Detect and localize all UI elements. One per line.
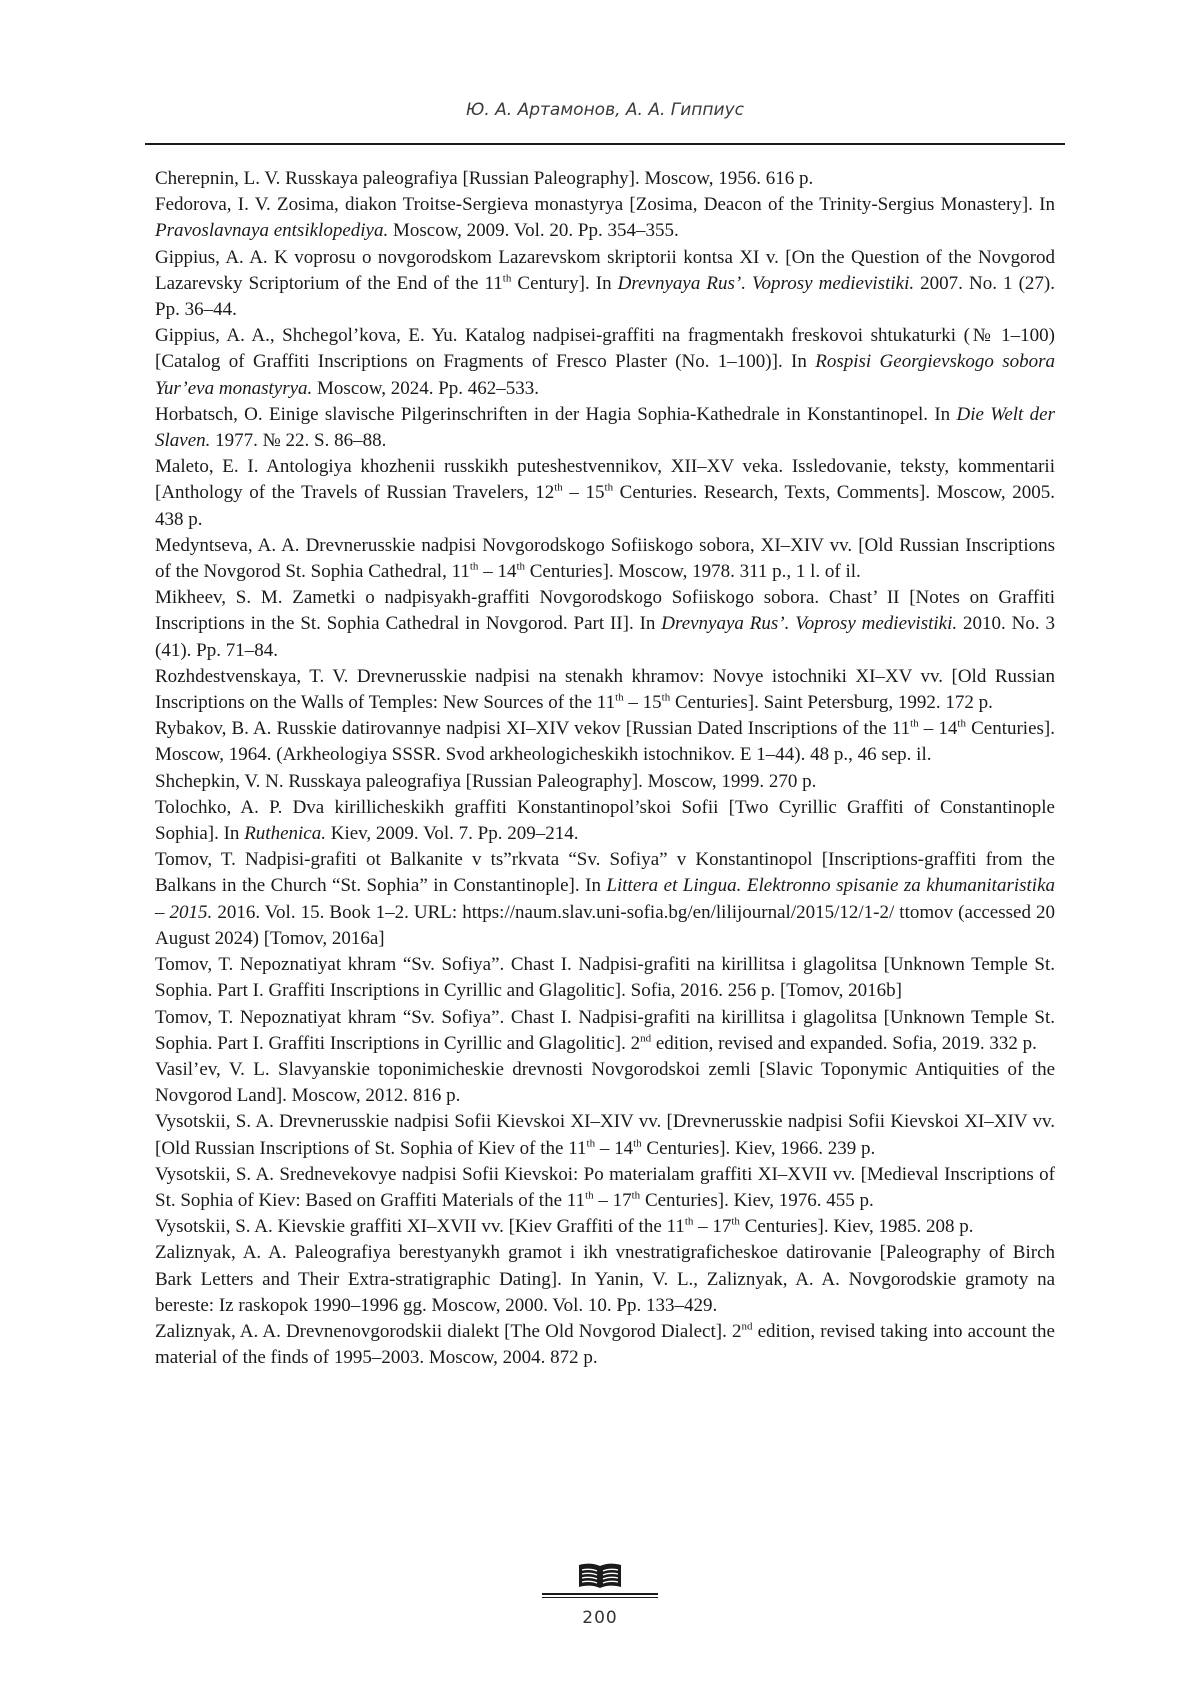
page-number: 200 — [0, 1608, 1200, 1628]
reference-entry — [155, 1057, 1055, 1109]
publication-title: Die Welt der Slaven. — [155, 404, 1055, 451]
reference-text: – 15 — [624, 692, 662, 713]
reference-text: Vysotskii, S. A. Srednevekovye nadpisi Sofii Kievskoi: Po materialam graffiti XI–XVII vv. [Medieval Inscriptions of St. Sophia of Kiev: Based on Graffiti Materials of the 11 — [155, 1164, 1055, 1211]
reference-text: Century]. In — [511, 273, 617, 294]
reference-entry — [155, 847, 1055, 952]
reference-entry — [155, 402, 1055, 454]
reference-entry — [155, 795, 1055, 847]
ordinal-suffix: th — [470, 561, 479, 573]
reference-text: Kiev, 2009. Vol. 7. Pp. 209–214. — [326, 823, 578, 844]
reference-text: Vasil’ev, V. L. Slavyanskie toponimicheskie drevnosti Novgorodskoi zemli [Slavic Toponymic Antiquities of the Novgorod Land]. Moscow, 2012. 816 p. — [155, 1059, 1055, 1106]
reference-entry — [155, 245, 1055, 324]
running-header: Ю. А. Артамонов, А. А. Гиппиус — [145, 100, 1065, 120]
ordinal-suffix: th — [685, 1216, 694, 1228]
reference-entry — [155, 323, 1055, 402]
reference-text: Tomov, T. Nadpisi-grafiti ot Balkanite v ts”rkvata “Sv. Sofiya” v Konstantinopol [Inscriptions-graffiti from the Balkans in the Church “St. Sophia” in Constantinople]. In — [155, 849, 1055, 896]
reference-entry — [155, 1240, 1055, 1319]
reference-text: 2007. No. 1 (27). Pp. 36–44. — [155, 273, 1055, 320]
ordinal-suffix: nd — [640, 1032, 651, 1044]
reference-text: 2016. Vol. 15. Book 1–2. URL: https://naum.slav.uni-sofia.bg/en/lilijournal/2015/12/1-2/ ttomov (accessed 20 August 2024) [Tomov, 2016a] — [155, 902, 1055, 949]
reference-text: 1977. № 22. S. 86–88. — [210, 430, 386, 451]
reference-text: Shchepkin, V. N. Russkaya paleografiya [Russian Paleography]. Moscow, 1999. 270 p. — [155, 771, 816, 792]
ordinal-suffix: th — [731, 1216, 740, 1228]
reference-entry — [155, 166, 1055, 192]
reference-text: Medyntseva, A. A. Drevnerusskie nadpisi Novgorodskogo Sofiiskogo sobora, XI–XIV vv. [Old Russian Inscrip­tions of the Novgorod St. Sophia Cathedral, 11 — [155, 535, 1055, 582]
publication-title: Littera et Lingua. Elektronno spisanie za khumani­taristika – 2015. — [155, 875, 1055, 922]
reference-text: Tolochko, A. P. Dva kirillicheskikh graffiti Konstantinopol’skoi Sofii [Two Cyrillic Graffiti of Constantinople Sophia]. In — [155, 797, 1055, 844]
ordinal-suffix: th — [605, 482, 614, 494]
reference-text: – 14 — [595, 1138, 633, 1159]
reference-entry — [155, 1109, 1055, 1161]
open-book-icon — [576, 1560, 624, 1590]
reference-entry — [155, 952, 1055, 1004]
reference-text: – 14 — [478, 561, 516, 582]
reference-text: – 15 — [563, 482, 605, 503]
reference-entry — [155, 585, 1055, 664]
reference-text: – 17 — [693, 1216, 731, 1237]
reference-text: Rozhdestvenskaya, T. V. Drevnerusskie nadpisi na stenakh khramov: Novye istochniki XI–XV vv. [Old Russian Inscriptions on the Walls of Temples: New Sources of the 11 — [155, 666, 1055, 713]
reference-text: Moscow, 2024. Pp. 462–533. — [312, 378, 539, 399]
reference-text: Zaliznyak, A. A. Drevnenovgorodskii dialekt [The Old Novgorod Dialect]. 2 — [155, 1321, 741, 1342]
reference-text: Fedorova, I. V. Zosima, diakon Troitse-Sergieva monastyrya [Zosima, Deacon of the Trinity-Sergius Monas­tery]. In — [155, 194, 1055, 215]
publication-title: Drevnyaya Rus’. Voprosy medievistiki. — [618, 273, 914, 294]
reference-text: Tomov, T. Nepoznatiyat khram “Sv. Sofiya”. Chast I. Nadpisi-grafiti na kirillitsa i glagolitsa [Unknown Temple St. Sophia. Part I. Graffiti Inscriptions in Cyrillic and Glagolitic]. 2 — [155, 1007, 1055, 1054]
reference-text: Centuries. Research, Texts, Comments]. Moscow, 2005. 438 p. — [155, 482, 1055, 529]
reference-text: Horbatsch, O. Einige slavische Pilgerinschriften in der Hagia Sophia-Kathedrale in Konstantinopel. In — [155, 404, 956, 425]
reference-text: Gippius, A. A., Shchegol’kova, E. Yu. Katalog nadpisei-graffiti na fragmentakh freskovoi shtukaturki (№ 1–100) [Catalog of Graffiti Inscriptions on Fragments of Fresco Plaster (No. 1–100)]. In — [155, 325, 1055, 372]
ordinal-suffix: nd — [741, 1321, 752, 1333]
reference-entry — [155, 664, 1055, 716]
reference-text: Gippius, A. A. K voprosu o novgorodskom Lazarevskom skriptorii kontsa XI v. [On the Question of the Novgorod Lazarevsky Scriptorium of the End of the 11 — [155, 247, 1055, 294]
ordinal-suffix: th — [587, 1137, 596, 1149]
ordinal-suffix: th — [503, 272, 512, 284]
ordinal-suffix: th — [554, 482, 563, 494]
reference-entry — [155, 716, 1055, 768]
publication-title: Ruthenica. — [244, 823, 326, 844]
reference-entry — [155, 1214, 1055, 1240]
reference-entry — [155, 192, 1055, 244]
reference-text: Maleto, E. I. Antologiya khozhenii russkikh puteshestvennikov, XII–XV veka. Issledovanie, teksty, kommentarii [Anthology of the Travels of Russian Travelers, 12 — [155, 456, 1055, 503]
publication-title: Drevnyaya Rus’. Voprosy medievistiki. — [661, 613, 957, 634]
reference-text: Tomov, T. Nepoznatiyat khram “Sv. Sofiya”. Chast I. Nadpisi-grafiti na kirillitsa i glagolitsa [Unknown Temple St. Sophia. Part I. Graffiti Inscriptions in Cyrillic and Glagolitic]. Sofia, 2016. 256 p. [Tomov, 2016b] — [155, 954, 1055, 1001]
reference-text: 2010. No. 3 (41). Pp. 71–84. — [155, 613, 1055, 660]
reference-entry — [155, 769, 1055, 795]
ordinal-suffix: th — [633, 1137, 642, 1149]
reference-list — [155, 166, 1055, 1371]
reference-entry — [155, 454, 1055, 533]
reference-text: – 17 — [594, 1190, 632, 1211]
reference-text: Cen­turies]. Moscow, 1964. (Arkheologiya SSSR. Svod arkheologicheskikh istochnikov. E 1–44). 48 p., 46 sep. il. — [155, 718, 1055, 765]
reference-text: Centuries]. Saint Petersburg, 1992. 172 p. — [670, 692, 993, 713]
footer-rule — [542, 1593, 658, 1598]
reference-entry — [155, 533, 1055, 585]
reference-text: edition, revised and expanded. Sofia, 2019. 332 p. — [651, 1033, 1037, 1054]
reference-entry — [155, 1005, 1055, 1057]
reference-text: Moscow, 2009. Vol. 20. Pp. 354–355. — [388, 220, 678, 241]
reference-text: Centuries]. Kiev, 1966. 239 p. — [642, 1138, 876, 1159]
reference-text: Zaliznyak, A. A. Paleografiya berestyanykh gramot i ikh vnestratigraficheskoe datirovanie [Paleography of Birch Bark Letters and Their Extra-stratigraphic Dating]. In Yanin, V. L., Zaliznyak, A. A. Novgorodskie gramoty na bereste: Iz raskopok 1990–1996 gg. Moscow, 2000. Vol. 10. Pp. 133–429. — [155, 1242, 1055, 1315]
reference-text: Mikheev, S. M. Zametki o nadpisyakh-graffiti Novgorodskogo Sofiiskogo sobora. Chast’ II [Notes on Graffiti Inscriptions in the St. Sophia Cathedral in Novgorod. Part II]. In — [155, 587, 1055, 634]
ordinal-suffix: th — [615, 692, 624, 704]
reference-text: edition, revised taking into account the material of the finds of 1995–2003. Moscow, 2004. 872 p. — [155, 1321, 1055, 1368]
reference-entry — [155, 1319, 1055, 1371]
reference-text: Centuries]. Moscow, 1978. 311 p., 1 l. of il. — [525, 561, 861, 582]
header-rule — [145, 143, 1065, 145]
reference-entry — [155, 1162, 1055, 1214]
page-footer — [0, 1560, 1200, 1628]
reference-text: Rybakov, B. A. Russkie datirovannye nadpisi XI–XIV vekov [Russian Dated Inscriptions of the 11 — [155, 718, 910, 739]
ordinal-suffix: th — [632, 1190, 641, 1202]
reference-text: Centuries]. Kiev, 1976. 455 p. — [640, 1190, 874, 1211]
reference-text: Cherepnin, L. V. Russkaya paleografiya [Russian Paleography]. Moscow, 1956. 616 p. — [155, 168, 813, 189]
publication-title: Pravoslavnaya entsiklopediya. — [155, 220, 388, 241]
reference-text: Centuries]. Kiev, 1985. 208 p. — [740, 1216, 974, 1237]
ordinal-suffix: th — [957, 718, 966, 730]
ordinal-suffix: th — [585, 1190, 594, 1202]
ordinal-suffix: th — [662, 692, 671, 704]
reference-text: Vysotskii, S. A. Kievskie graffiti XI–XVII vv. [Kiev Graffiti of the 11 — [155, 1216, 685, 1237]
reference-text: Vysotskii, S. A. Drevnerusskie nadpisi Sofii Kievskoi XI–XIV vv. [Drevnerusskie nadpisi Sofii Kievskoi XI–XIV vv. [Old Russian Inscriptions of St. Sophia of Kiev of the 11 — [155, 1111, 1055, 1158]
reference-text: – 14 — [919, 718, 958, 739]
ordinal-suffix: th — [516, 561, 525, 573]
publication-title: Rospisi Georgievskogo sobora Yur’eva monastyrya. — [155, 351, 1055, 398]
ordinal-suffix: th — [910, 718, 919, 730]
